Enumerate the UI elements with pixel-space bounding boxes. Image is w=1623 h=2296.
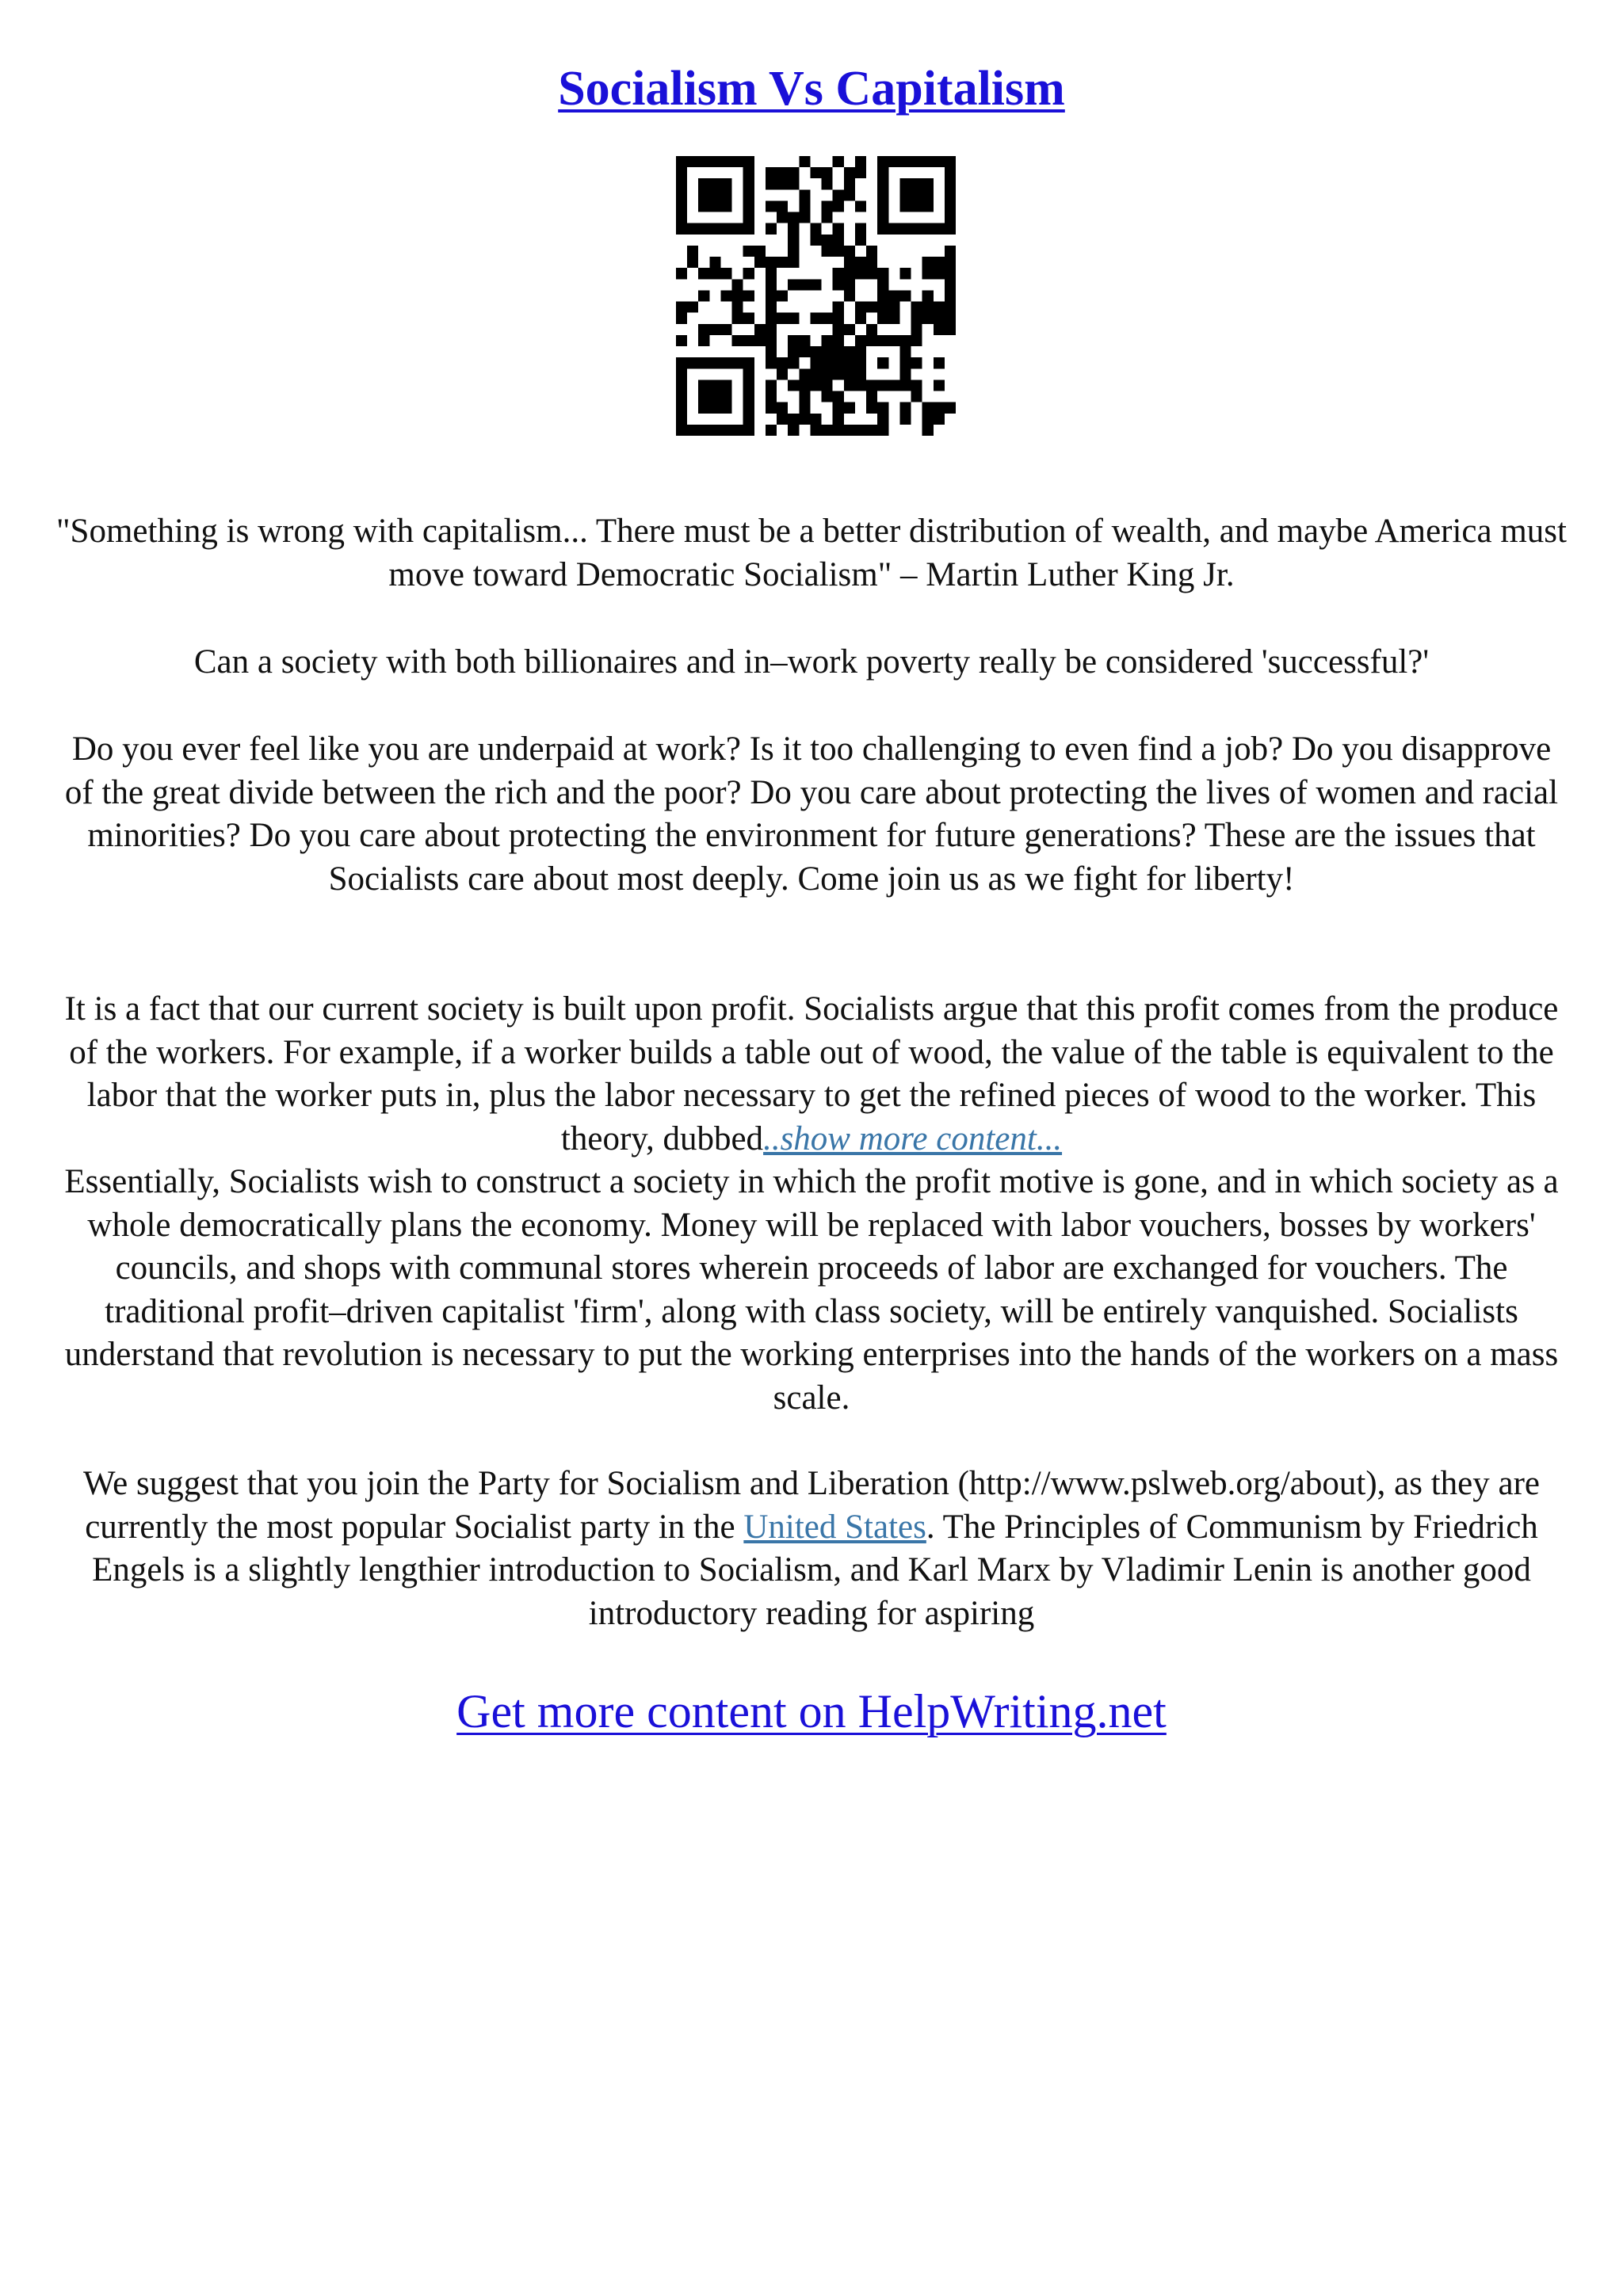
- quote-paragraph: "Something is wrong with capitalism... There must be a better distribution of wealth, and maybe America must move toward Democratic Socialism" – Martin Luther King Jr.: [56, 513, 1567, 593]
- title-link[interactable]: Socialism Vs Capitalism: [558, 62, 1065, 116]
- show-more-link[interactable]: ..show more content...: [763, 1119, 1063, 1158]
- qr-code-icon: [676, 156, 956, 436]
- page-title: [0, 55, 1623, 122]
- question-paragraph: Can a society with both billionaires and in–work poverty really be considered 'successful?': [193, 643, 1430, 681]
- suggestion-paragraph: [55, 1463, 1568, 1635]
- theory-text: It is a fact that our current society is built upon profit. Socialists argue that this profit comes from the produce of the workers. For example, if a worker builds a table out of wood, the value of the table is equivalent to the labor that the worker puts in, plus the labor necessary to get the refined pieces of wood to the worker. This theory, dubbed: [64, 990, 1559, 1158]
- footer: [0, 1681, 1623, 1741]
- intro-paragraph: Do you ever feel like you are underpaid at work? Is it too challenging to even find a job? Do you disapprove of the great divide between the rich and the poor? Do you care about protecting the lives of women and racial minorities? Do you care about protecting the environment for future generations? These are the issues that Socialists care about most deeply. Come join us as we fight for liberty!: [64, 730, 1559, 898]
- suggestion-text-end: . The Principles of Communism by Friedrich Engels is a slightly lengthier introduction to Socialism, and Karl Marx by Vladimir Lenin is another good introductory reading for aspiring: [92, 1508, 1538, 1632]
- essentially-paragraph: Essentially, Socialists wish to construct a society in which the profit motive is gone, and in which society as a whole democratically plans the economy. Money will be replaced with labor vouchers, bosses by workers' councils, and shops with communal stores wherein proceeds of labor are exchanged for vouchers. The traditional profit–driven capitalist 'firm', along with class society, will be entirely vanquished. Socialists understand that revolution is necessary to put the working enterprises into the hands of the workers on a mass scale.: [64, 1163, 1559, 1417]
- suggestion-text-start: We suggest that you join the Party for Socialism and Liberation (http://www.pslweb.org/about), as they are currently the most popular Socialist party in the: [83, 1465, 1540, 1546]
- helpwriting-link[interactable]: Get more content on HelpWriting.net: [456, 1685, 1167, 1737]
- united-states-link[interactable]: United States: [743, 1508, 926, 1546]
- theory-paragraph: [55, 988, 1568, 1161]
